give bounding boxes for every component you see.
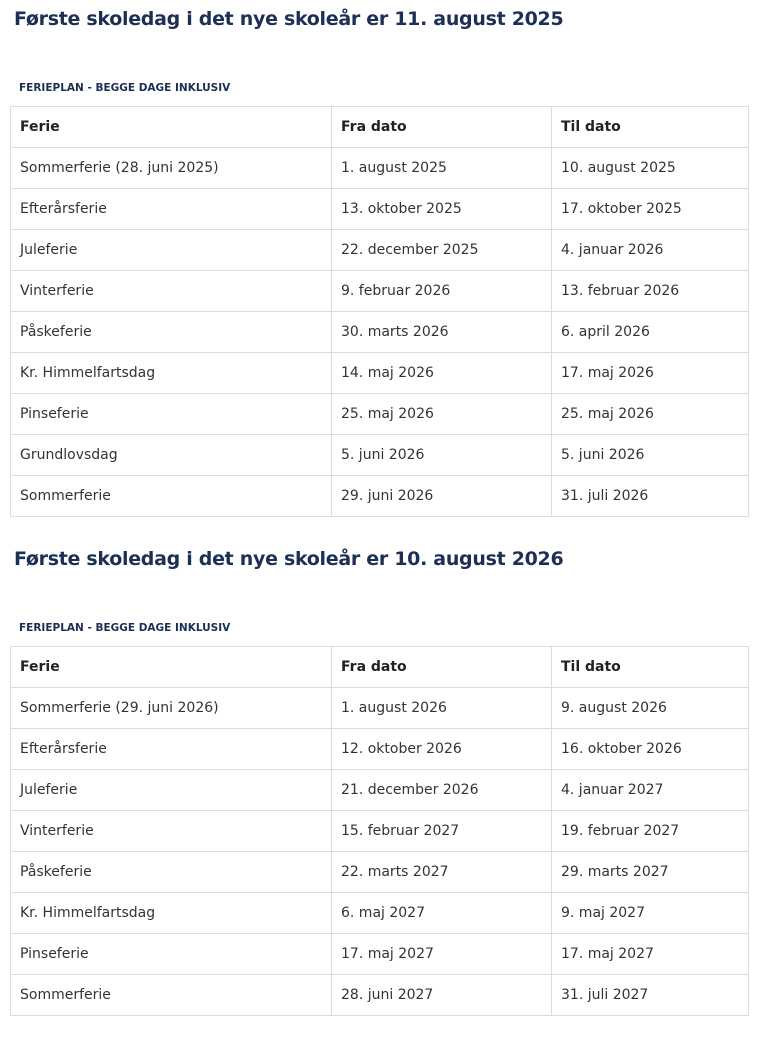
to-date: 17. maj 2027 [552, 934, 749, 975]
from-date: 12. oktober 2026 [332, 729, 552, 770]
to-date: 31. juli 2027 [552, 975, 749, 1016]
from-date: 1. august 2026 [332, 688, 552, 729]
holiday-name: Efterårsferie [11, 729, 332, 770]
table-row [11, 189, 749, 230]
to-date: 17. oktober 2025 [552, 189, 749, 230]
table-row [11, 811, 749, 852]
holiday-name: Juleferie [11, 770, 332, 811]
holiday-name: Kr. Himmelfartsdag [11, 893, 332, 934]
table-header-row [11, 647, 749, 688]
table-row [11, 230, 749, 271]
from-date: 28. juni 2027 [332, 975, 552, 1016]
column-header-from-date: Fra dato [332, 107, 552, 148]
table-header-row [11, 107, 749, 148]
holiday-name: Sommerferie (28. juni 2025) [11, 148, 332, 189]
to-date: 4. januar 2027 [552, 770, 749, 811]
from-date: 29. juni 2026 [332, 476, 552, 517]
holiday-name: Sommerferie [11, 975, 332, 1016]
holiday-name: Pinseferie [11, 934, 332, 975]
table-row [11, 893, 749, 934]
holiday-name: Vinterferie [11, 811, 332, 852]
table-row [11, 770, 749, 811]
holiday-name: Pinseferie [11, 394, 332, 435]
to-date: 29. marts 2027 [552, 852, 749, 893]
holiday-name: Påskeferie [11, 852, 332, 893]
from-date: 22. december 2025 [332, 230, 552, 271]
to-date: 17. maj 2026 [552, 353, 749, 394]
from-date: 14. maj 2026 [332, 353, 552, 394]
table-row [11, 476, 749, 517]
section-title: Første skoledag i det nye skoleår er 10. august 2026 [14, 548, 564, 570]
to-date: 16. oktober 2026 [552, 729, 749, 770]
from-date: 30. marts 2026 [332, 312, 552, 353]
holiday-name: Efterårsferie [11, 189, 332, 230]
table-row [11, 312, 749, 353]
holiday-name: Påskeferie [11, 312, 332, 353]
from-date: 1. august 2025 [332, 148, 552, 189]
to-date: 19. februar 2027 [552, 811, 749, 852]
column-header-to-date: Til dato [552, 107, 749, 148]
table-row [11, 688, 749, 729]
holiday-name: Sommerferie [11, 476, 332, 517]
holiday-table [10, 646, 749, 1016]
holiday-name: Juleferie [11, 230, 332, 271]
table-row [11, 271, 749, 312]
section-title: Første skoledag i det nye skoleår er 11. august 2025 [14, 8, 564, 30]
to-date: 25. maj 2026 [552, 394, 749, 435]
column-header-to-date: Til dato [552, 647, 749, 688]
from-date: 22. marts 2027 [332, 852, 552, 893]
to-date: 9. maj 2027 [552, 893, 749, 934]
table-row [11, 934, 749, 975]
from-date: 5. juni 2026 [332, 435, 552, 476]
table-row [11, 729, 749, 770]
table-row [11, 852, 749, 893]
holiday-name: Vinterferie [11, 271, 332, 312]
holiday-name: Kr. Himmelfartsdag [11, 353, 332, 394]
section-caption: FERIEPLAN - BEGGE DAGE INKLUSIV [19, 622, 231, 634]
column-header-holiday: Ferie [11, 107, 332, 148]
from-date: 6. maj 2027 [332, 893, 552, 934]
to-date: 4. januar 2026 [552, 230, 749, 271]
table-row [11, 394, 749, 435]
to-date: 13. februar 2026 [552, 271, 749, 312]
table-row [11, 353, 749, 394]
to-date: 10. august 2025 [552, 148, 749, 189]
to-date: 9. august 2026 [552, 688, 749, 729]
from-date: 13. oktober 2025 [332, 189, 552, 230]
holiday-name: Sommerferie (29. juni 2026) [11, 688, 332, 729]
from-date: 9. februar 2026 [332, 271, 552, 312]
column-header-holiday: Ferie [11, 647, 332, 688]
table-row [11, 435, 749, 476]
table-row [11, 975, 749, 1016]
from-date: 15. februar 2027 [332, 811, 552, 852]
to-date: 6. april 2026 [552, 312, 749, 353]
holiday-table [10, 106, 749, 517]
section-caption: FERIEPLAN - BEGGE DAGE INKLUSIV [19, 82, 231, 94]
from-date: 21. december 2026 [332, 770, 552, 811]
holiday-name: Grundlovsdag [11, 435, 332, 476]
column-header-from-date: Fra dato [332, 647, 552, 688]
from-date: 25. maj 2026 [332, 394, 552, 435]
to-date: 5. juni 2026 [552, 435, 749, 476]
table-row [11, 148, 749, 189]
from-date: 17. maj 2027 [332, 934, 552, 975]
to-date: 31. juli 2026 [552, 476, 749, 517]
